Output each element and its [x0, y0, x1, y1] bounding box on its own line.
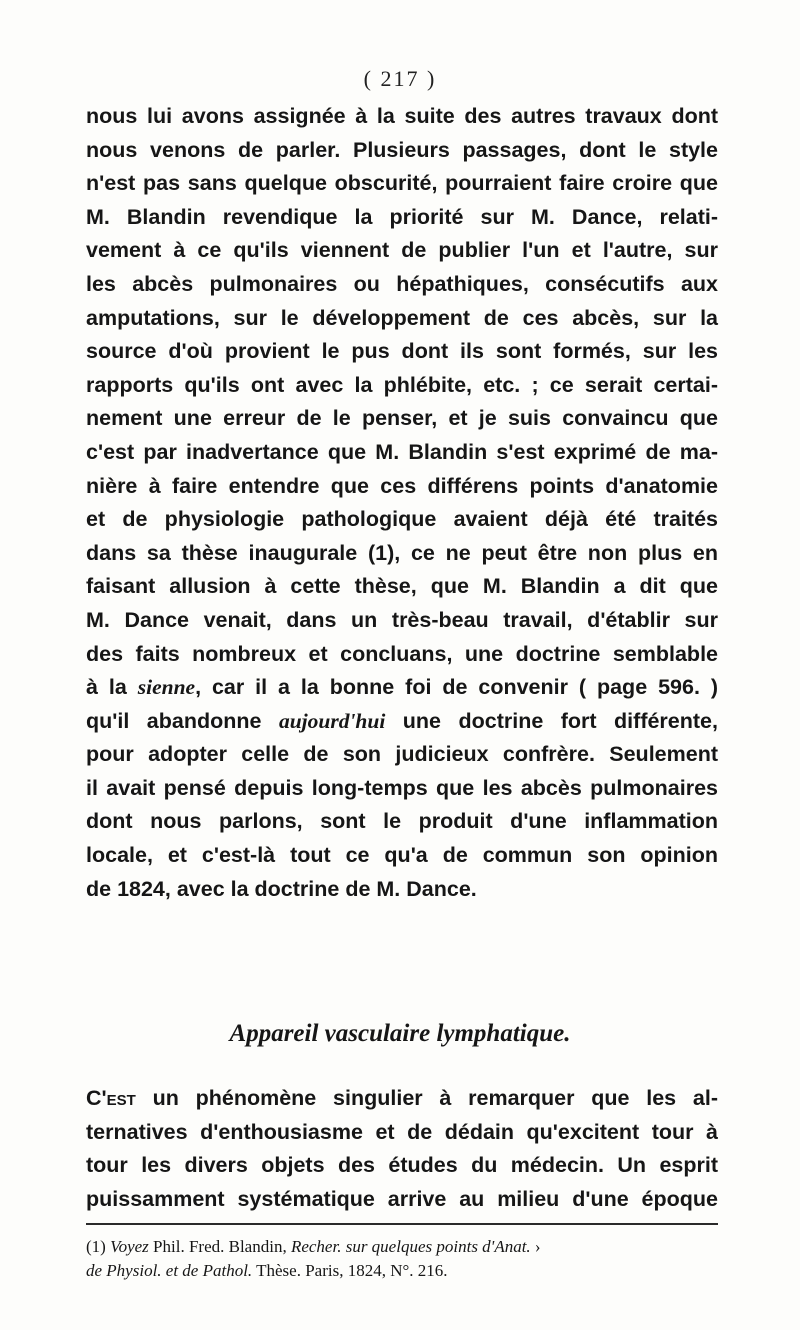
text-line: rapports qu'ils ont avec la phlébite, etc. ; ce serait certai-	[86, 372, 718, 397]
text-line: amputations, sur le développement de ces abcès, sur la	[86, 305, 718, 330]
text-line: les abcès pulmonaires ou hépathiques, consécutifs aux	[86, 271, 718, 296]
text-line: il avait pensé depuis long-temps que les abcès pulmonaires	[86, 775, 718, 800]
footnote-marker: (1)	[86, 1237, 111, 1256]
text-line: M. Dance venait, dans un très-beau travail, d'établir sur	[86, 607, 718, 632]
footnote-title: de Physiol. et de Pathol.	[86, 1261, 253, 1280]
text-line: n'est pas sans quelque obscurité, pourraient faire croire que	[86, 171, 718, 196]
text-segment: à la	[86, 675, 138, 700]
text-line: nière à faire entendre que ces différens points d'anatomie	[86, 473, 718, 498]
text-line: M. Blandin revendique la priorité sur M. Dance, relati-	[86, 204, 718, 229]
text-line: de 1824, avec la doctrine de M. Dance.	[86, 876, 477, 901]
text-line: c'est par inadvertance que M. Blandin s'est exprimé de ma-	[86, 439, 718, 464]
italic-word: sienne	[137, 675, 196, 700]
footnote-divider	[86, 1223, 718, 1225]
footnote-text: ›	[530, 1237, 541, 1256]
text-line: pour adopter celle de son judicieux confrère. Seulement	[86, 742, 718, 767]
text-segment: , car il a la bonne foi de convenir ( page 596. )	[195, 675, 718, 700]
italic-word: aujourd'hui	[278, 708, 386, 733]
text-line-with-smallcaps	[86, 1082, 718, 1116]
text-segment: un phénomène singulier à remarquer que les al-	[135, 1086, 718, 1110]
text-line: source d'où provient le pus dont ils sont formés, sur les	[86, 339, 718, 364]
footnote	[86, 1235, 718, 1283]
text-line: des faits nombreux et concluans, une doctrine semblable	[86, 641, 718, 666]
text-line: faisant allusion à cette thèse, que M. Blandin a dit que	[86, 574, 718, 599]
footnote-voyez: Voyez	[110, 1237, 149, 1256]
text-segment: qu'il abandonne	[86, 708, 279, 733]
section-heading: Appareil vasculaire lymphatique.	[229, 1020, 571, 1047]
text-line: nous venons de parler. Plusieurs passages, dont le style	[86, 137, 718, 162]
text-line: nement une erreur de le penser, et je suis convaincu que	[86, 406, 718, 431]
footnote-text: Phil. Fred. Blandin,	[148, 1237, 291, 1256]
footnote-text: Thèse. Paris, 1824, N°. 216.	[252, 1261, 448, 1280]
text-line: tour les divers objets des études du médecin. Un esprit	[86, 1153, 718, 1178]
text-line-with-italic	[86, 705, 718, 739]
text-line: dont nous parlons, sont le produit d'une inflammation	[86, 809, 718, 834]
text-line: et de physiologie pathologique avaient déjà été traités	[86, 507, 718, 532]
second-paragraph	[86, 1082, 718, 1216]
text-line: vement à ce qu'ils viennent de publier l'un et l'autre, sur	[86, 238, 718, 263]
footnote-title: Recher. sur quelques points d'Anat.	[290, 1237, 531, 1256]
main-paragraph	[86, 100, 718, 906]
smallcaps-opening-word: C'est	[86, 1086, 136, 1110]
text-line: puissamment systématique arrive au milieu d'une époque	[86, 1186, 718, 1211]
page-number: ( 217 )	[363, 66, 437, 91]
text-segment: une doctrine fort différente,	[385, 708, 718, 733]
text-line: ternatives d'enthousiasme et de dédain qu'excitent tour à	[86, 1119, 718, 1144]
text-line: dans sa thèse inaugurale (1), ce ne peut être non plus en	[86, 540, 718, 565]
text-line-with-italic	[86, 671, 718, 705]
text-line: locale, et c'est-là tout ce qu'a de commun son opinion	[86, 843, 718, 868]
text-line: nous lui avons assignée à la suite des autres travaux dont	[86, 104, 718, 128]
